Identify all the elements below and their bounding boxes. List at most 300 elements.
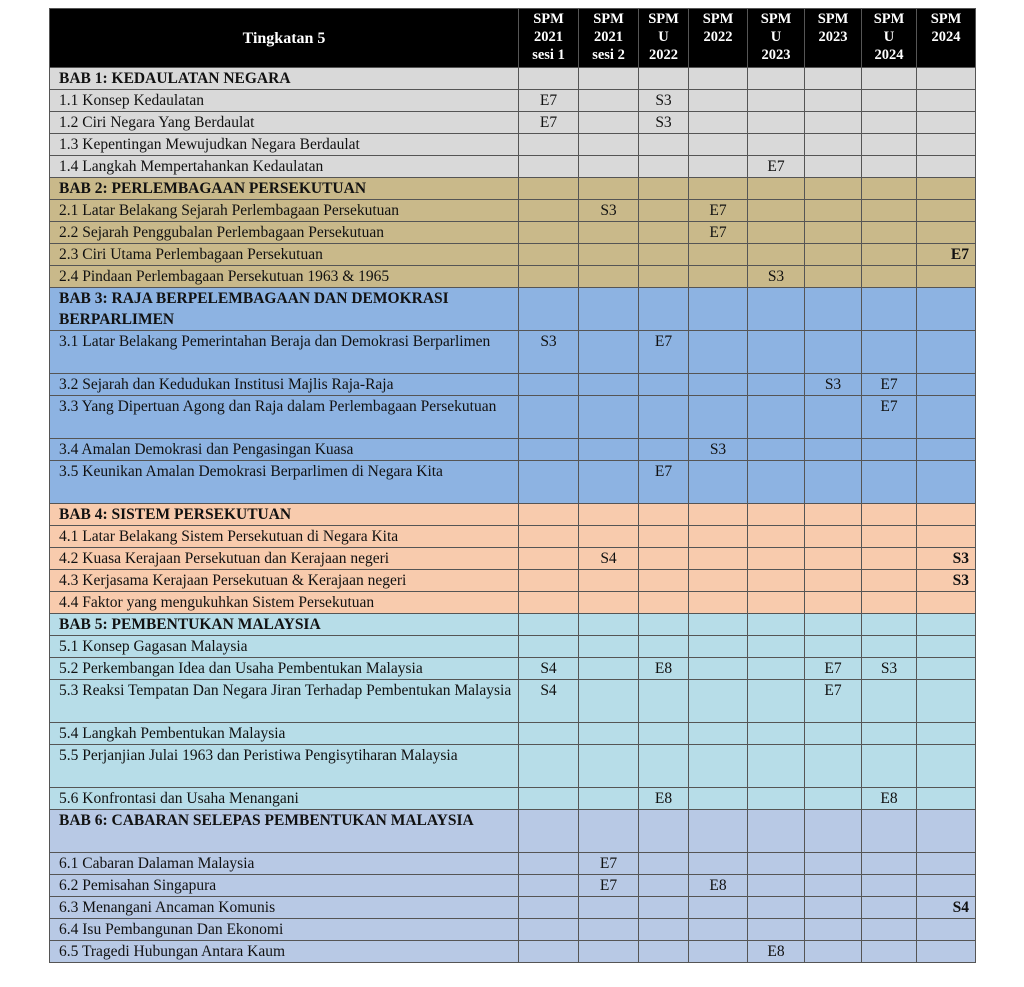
exam-cell	[689, 614, 748, 636]
exam-cell	[689, 68, 748, 90]
column-header: SPM U 2024	[862, 9, 917, 68]
exam-cell: E7	[519, 90, 579, 112]
exam-cell	[917, 745, 976, 788]
exam-cell	[689, 680, 748, 723]
exam-cell	[519, 745, 579, 788]
exam-cell	[748, 680, 805, 723]
exam-cell	[689, 658, 748, 680]
chapter-heading	[50, 504, 519, 526]
exam-cell: E7	[639, 461, 689, 504]
exam-cell: S4	[579, 548, 639, 570]
topic-label	[50, 636, 519, 658]
exam-cell	[639, 288, 689, 331]
exam-cell	[748, 68, 805, 90]
exam-cell	[579, 941, 639, 963]
exam-cell	[579, 810, 639, 853]
exam-cell	[862, 244, 917, 266]
exam-cell	[862, 178, 917, 200]
exam-cell	[519, 288, 579, 331]
topic-row	[50, 897, 976, 919]
exam-cell	[519, 614, 579, 636]
topic-row	[50, 439, 976, 461]
row-label-text: 1.3 Kepentingan Mewujudkan Negara Berdaulat	[59, 136, 360, 153]
exam-cell	[748, 636, 805, 658]
exam-cell	[579, 658, 639, 680]
exam-cell	[748, 810, 805, 853]
exam-cell	[689, 570, 748, 592]
exam-cell	[917, 68, 976, 90]
exam-cell	[748, 788, 805, 810]
topic-row	[50, 570, 976, 592]
row-label-text: 3.3 Yang Dipertuan Agong dan Raja dalam Perlembagaan Persekutuan	[59, 398, 497, 415]
exam-cell	[519, 570, 579, 592]
row-label-text: 3.5 Keunikan Amalan Demokrasi Berparlimen di Negara Kita	[59, 463, 443, 480]
exam-cell	[917, 222, 976, 244]
exam-cell	[862, 745, 917, 788]
exam-cell: E7	[862, 374, 917, 396]
exam-cell	[917, 439, 976, 461]
chapter-row	[50, 288, 976, 331]
row-label-text: 6.3 Menangani Ancaman Komunis	[59, 899, 276, 916]
column-header: SPM 2021 sesi 1	[519, 9, 579, 68]
exam-cell	[639, 504, 689, 526]
exam-cell	[805, 178, 862, 200]
exam-cell	[519, 723, 579, 745]
topic-label	[50, 745, 519, 788]
header-row	[50, 9, 976, 68]
exam-cell	[748, 723, 805, 745]
exam-cell	[917, 288, 976, 331]
exam-cell	[748, 919, 805, 941]
exam-cell	[805, 570, 862, 592]
exam-cell	[579, 288, 639, 331]
exam-cell	[579, 919, 639, 941]
exam-cell	[805, 810, 862, 853]
exam-cell	[519, 396, 579, 439]
topic-label	[50, 134, 519, 156]
exam-cell	[805, 200, 862, 222]
exam-cell: E8	[862, 788, 917, 810]
exam-cell	[579, 592, 639, 614]
exam-cell	[862, 200, 917, 222]
exam-cell	[579, 266, 639, 288]
exam-cell	[805, 266, 862, 288]
row-label-text: 5.4 Langkah Pembentukan Malaysia	[59, 725, 286, 742]
topic-label	[50, 112, 519, 134]
exam-cell	[689, 919, 748, 941]
exam-cell	[579, 504, 639, 526]
exam-cell	[862, 853, 917, 875]
row-label-text: BAB 5: PEMBENTUKAN MALAYSIA	[59, 616, 321, 633]
exam-cell	[748, 396, 805, 439]
topic-label	[50, 461, 519, 504]
exam-cell	[689, 90, 748, 112]
exam-cell	[805, 244, 862, 266]
exam-cell	[689, 374, 748, 396]
table-body	[50, 68, 976, 963]
row-label-text: 5.6 Konfrontasi dan Usaha Menangani	[59, 790, 299, 807]
exam-cell	[579, 396, 639, 439]
exam-cell	[579, 680, 639, 723]
exam-cell	[639, 853, 689, 875]
exam-cell: E8	[639, 658, 689, 680]
exam-cell	[639, 222, 689, 244]
exam-cell	[862, 156, 917, 178]
exam-cell	[639, 266, 689, 288]
row-label-text: 1.1 Konsep Kedaulatan	[59, 92, 205, 109]
exam-cell	[805, 723, 862, 745]
exam-cell	[862, 461, 917, 504]
column-header: SPM 2021 sesi 2	[579, 9, 639, 68]
exam-cell	[639, 723, 689, 745]
row-label-text: 5.2 Perkembangan Idea dan Usaha Pembentukan Malaysia	[59, 660, 423, 677]
chapter-row	[50, 810, 976, 853]
exam-cell	[748, 592, 805, 614]
exam-cell	[639, 592, 689, 614]
row-label-text: 4.4 Faktor yang mengukuhkan Sistem Persekutuan	[59, 594, 375, 611]
exam-cell	[917, 658, 976, 680]
topic-row	[50, 745, 976, 788]
topic-row	[50, 919, 976, 941]
exam-cell: S3	[862, 658, 917, 680]
exam-cell	[689, 548, 748, 570]
exam-cell	[805, 897, 862, 919]
exam-cell: E7	[805, 680, 862, 723]
topic-label	[50, 90, 519, 112]
exam-cell	[689, 244, 748, 266]
exam-cell	[805, 941, 862, 963]
exam-cell	[862, 680, 917, 723]
exam-cell	[519, 853, 579, 875]
topic-row	[50, 331, 976, 374]
exam-cell	[805, 288, 862, 331]
topic-row	[50, 222, 976, 244]
exam-cell	[639, 875, 689, 897]
exam-cell	[689, 526, 748, 548]
exam-cell	[639, 178, 689, 200]
exam-cell	[862, 331, 917, 374]
exam-cell	[862, 875, 917, 897]
exam-cell	[917, 723, 976, 745]
topic-label	[50, 526, 519, 548]
exam-cell	[639, 570, 689, 592]
topic-row	[50, 374, 976, 396]
topic-row	[50, 90, 976, 112]
exam-cell	[917, 112, 976, 134]
row-label-text: 5.1 Konsep Gagasan Malaysia	[59, 638, 248, 655]
exam-cell	[639, 200, 689, 222]
exam-cell	[639, 810, 689, 853]
exam-cell	[917, 592, 976, 614]
exam-cell	[748, 134, 805, 156]
exam-cell	[805, 90, 862, 112]
topic-label	[50, 570, 519, 592]
exam-cell	[689, 156, 748, 178]
topic-row	[50, 396, 976, 439]
exam-cell	[579, 178, 639, 200]
exam-cell	[748, 548, 805, 570]
exam-cell	[519, 134, 579, 156]
exam-cell	[748, 331, 805, 374]
exam-cell	[579, 244, 639, 266]
exam-cell	[748, 178, 805, 200]
exam-cell	[748, 374, 805, 396]
topic-label	[50, 788, 519, 810]
exam-cell	[805, 745, 862, 788]
exam-cell	[639, 548, 689, 570]
exam-cell	[917, 919, 976, 941]
exam-cell	[639, 526, 689, 548]
row-label-text: 3.2 Sejarah dan Kedudukan Institusi Majlis Raja-Raja	[59, 376, 394, 393]
topic-label	[50, 244, 519, 266]
topic-label	[50, 941, 519, 963]
exam-cell	[805, 222, 862, 244]
exam-cell	[639, 897, 689, 919]
exam-cell	[579, 222, 639, 244]
topic-row	[50, 200, 976, 222]
row-label-text: 5.3 Reaksi Tempatan Dan Negara Jiran Terhadap Pembentukan Malaysia	[59, 682, 512, 699]
exam-cell: E7	[748, 156, 805, 178]
row-label-text: 3.4 Amalan Demokrasi dan Pengasingan Kuasa	[59, 441, 354, 458]
topic-label	[50, 331, 519, 374]
exam-cell	[805, 68, 862, 90]
topic-label	[50, 396, 519, 439]
exam-cell	[862, 570, 917, 592]
exam-cell	[579, 90, 639, 112]
exam-cell	[689, 941, 748, 963]
exam-cell	[917, 266, 976, 288]
exam-cell	[862, 504, 917, 526]
row-label-text: 3.1 Latar Belakang Pemerintahan Beraja dan Demokrasi Berparlimen	[59, 333, 491, 350]
exam-cell	[519, 244, 579, 266]
exam-cell	[519, 266, 579, 288]
row-label-text: 6.1 Cabaran Dalaman Malaysia	[59, 855, 255, 872]
topic-label	[50, 658, 519, 680]
exam-cell	[519, 592, 579, 614]
topic-label	[50, 592, 519, 614]
topic-label	[50, 723, 519, 745]
column-header: SPM 2022	[689, 9, 748, 68]
exam-cell	[639, 941, 689, 963]
exam-cell	[917, 788, 976, 810]
exam-cell: E7	[519, 112, 579, 134]
exam-cell	[862, 592, 917, 614]
exam-cell	[639, 134, 689, 156]
exam-cell	[689, 504, 748, 526]
exam-cell: E7	[862, 396, 917, 439]
exam-cell	[689, 134, 748, 156]
exam-cell	[639, 374, 689, 396]
exam-cell	[519, 504, 579, 526]
exam-cell: S3	[689, 439, 748, 461]
exam-cell	[748, 288, 805, 331]
row-label-text: 4.1 Latar Belakang Sistem Persekutuan di Negara Kita	[59, 528, 399, 545]
row-label-text: 2.3 Ciri Utama Perlembagaan Persekutuan	[59, 246, 323, 263]
topic-row	[50, 156, 976, 178]
exam-cell: S4	[917, 897, 976, 919]
exam-cell	[748, 570, 805, 592]
exam-cell	[579, 331, 639, 374]
exam-cell	[519, 178, 579, 200]
topic-label	[50, 680, 519, 723]
topic-row	[50, 266, 976, 288]
exam-cell	[639, 614, 689, 636]
exam-cell	[917, 396, 976, 439]
chapter-row	[50, 178, 976, 200]
exam-cell: E8	[639, 788, 689, 810]
exam-cell	[689, 897, 748, 919]
exam-cell: E7	[579, 853, 639, 875]
column-header: SPM 2024	[917, 9, 976, 68]
exam-cell	[519, 897, 579, 919]
row-label-text: 1.2 Ciri Negara Yang Berdaulat	[59, 114, 255, 131]
exam-cell	[639, 68, 689, 90]
row-label-text: 4.2 Kuasa Kerajaan Persekutuan dan Kerajaan negeri	[59, 550, 390, 567]
exam-cell	[519, 875, 579, 897]
exam-cell	[519, 810, 579, 853]
topic-label	[50, 853, 519, 875]
exam-cell: E7	[689, 222, 748, 244]
row-label-text: 6.2 Pemisahan Singapura	[59, 877, 217, 894]
exam-cell	[748, 461, 805, 504]
exam-cell	[639, 680, 689, 723]
exam-cell	[748, 897, 805, 919]
exam-cell	[748, 853, 805, 875]
exam-cell: E8	[689, 875, 748, 897]
topic-row	[50, 941, 976, 963]
row-label-text: 5.5 Perjanjian Julai 1963 dan Peristiwa Pengisytiharan Malaysia	[59, 747, 458, 764]
exam-cell	[689, 853, 748, 875]
exam-cell	[579, 68, 639, 90]
exam-cell	[862, 548, 917, 570]
exam-cell	[748, 614, 805, 636]
topic-label	[50, 200, 519, 222]
exam-cell	[579, 745, 639, 788]
exam-cell	[639, 745, 689, 788]
exam-cell	[917, 614, 976, 636]
exam-cell	[862, 810, 917, 853]
exam-cell	[519, 222, 579, 244]
exam-cell: S3	[519, 331, 579, 374]
exam-cell	[805, 504, 862, 526]
exam-cell: E7	[689, 200, 748, 222]
exam-cell	[805, 636, 862, 658]
row-label-text: 2.1 Latar Belakang Sejarah Perlembagaan Persekutuan	[59, 202, 400, 219]
exam-cell	[862, 897, 917, 919]
exam-cell	[748, 875, 805, 897]
exam-cell	[639, 396, 689, 439]
chapter-heading	[50, 810, 519, 853]
exam-cell	[689, 396, 748, 439]
exam-cell	[917, 200, 976, 222]
topic-row	[50, 244, 976, 266]
exam-cell	[917, 90, 976, 112]
exam-cell	[579, 374, 639, 396]
exam-cell	[862, 222, 917, 244]
exam-cell	[862, 112, 917, 134]
exam-cell	[579, 570, 639, 592]
exam-cell: E7	[805, 658, 862, 680]
row-label-text: BAB 1: KEDAULATAN NEGARA	[59, 70, 291, 87]
exam-cell	[579, 788, 639, 810]
exam-cell	[917, 636, 976, 658]
exam-cell	[917, 331, 976, 374]
exam-cell	[689, 745, 748, 788]
row-label-text: BAB 2: PERLEMBAGAAN PERSEKUTUAN	[59, 180, 367, 197]
exam-cell: S3	[639, 90, 689, 112]
exam-cell	[639, 636, 689, 658]
exam-cell: S3	[805, 374, 862, 396]
row-label-text: 6.5 Tragedi Hubungan Antara Kaum	[59, 943, 286, 960]
exam-cell	[805, 919, 862, 941]
exam-cell	[748, 745, 805, 788]
exam-cell	[805, 788, 862, 810]
exam-cell	[748, 222, 805, 244]
column-header: SPM U 2023	[748, 9, 805, 68]
exam-cell	[862, 614, 917, 636]
topic-row	[50, 112, 976, 134]
row-label-text: 2.4 Pindaan Perlembagaan Persekutuan 1963 & 1965	[59, 268, 390, 285]
topic-label	[50, 439, 519, 461]
exam-cell: E7	[917, 244, 976, 266]
exam-cell	[689, 288, 748, 331]
exam-cell	[862, 90, 917, 112]
exam-cell	[748, 439, 805, 461]
exam-cell	[519, 68, 579, 90]
exam-cell	[917, 853, 976, 875]
exam-cell	[862, 288, 917, 331]
exam-cell: S3	[917, 548, 976, 570]
exam-cell	[579, 112, 639, 134]
topic-row	[50, 875, 976, 897]
exam-cell	[917, 941, 976, 963]
topic-row	[50, 548, 976, 570]
exam-cell	[805, 853, 862, 875]
exam-cell	[917, 504, 976, 526]
topic-label	[50, 222, 519, 244]
exam-cell	[579, 723, 639, 745]
exam-cell	[862, 134, 917, 156]
exam-cell: S3	[579, 200, 639, 222]
topic-row	[50, 853, 976, 875]
exam-cell	[917, 178, 976, 200]
row-label-text: 4.3 Kerjasama Kerajaan Persekutuan & Kerajaan negeri	[59, 572, 407, 589]
topic-row	[50, 658, 976, 680]
chapter-heading	[50, 288, 519, 331]
exam-cell	[519, 526, 579, 548]
exam-cell	[519, 374, 579, 396]
row-label-text: 1.4 Langkah Mempertahankan Kedaulatan	[59, 158, 324, 175]
exam-cell	[862, 266, 917, 288]
exam-cell	[689, 112, 748, 134]
exam-cell	[689, 331, 748, 374]
exam-cell: E7	[579, 875, 639, 897]
chapter-row	[50, 504, 976, 526]
exam-cell	[689, 636, 748, 658]
exam-cell	[519, 941, 579, 963]
exam-cell	[917, 810, 976, 853]
exam-cell	[862, 68, 917, 90]
exam-cell	[805, 396, 862, 439]
exam-cell	[748, 658, 805, 680]
exam-cell	[917, 526, 976, 548]
exam-cell	[689, 810, 748, 853]
exam-topic-table	[49, 8, 976, 963]
exam-cell	[862, 919, 917, 941]
topic-row	[50, 636, 976, 658]
topic-row	[50, 723, 976, 745]
exam-cell	[748, 504, 805, 526]
